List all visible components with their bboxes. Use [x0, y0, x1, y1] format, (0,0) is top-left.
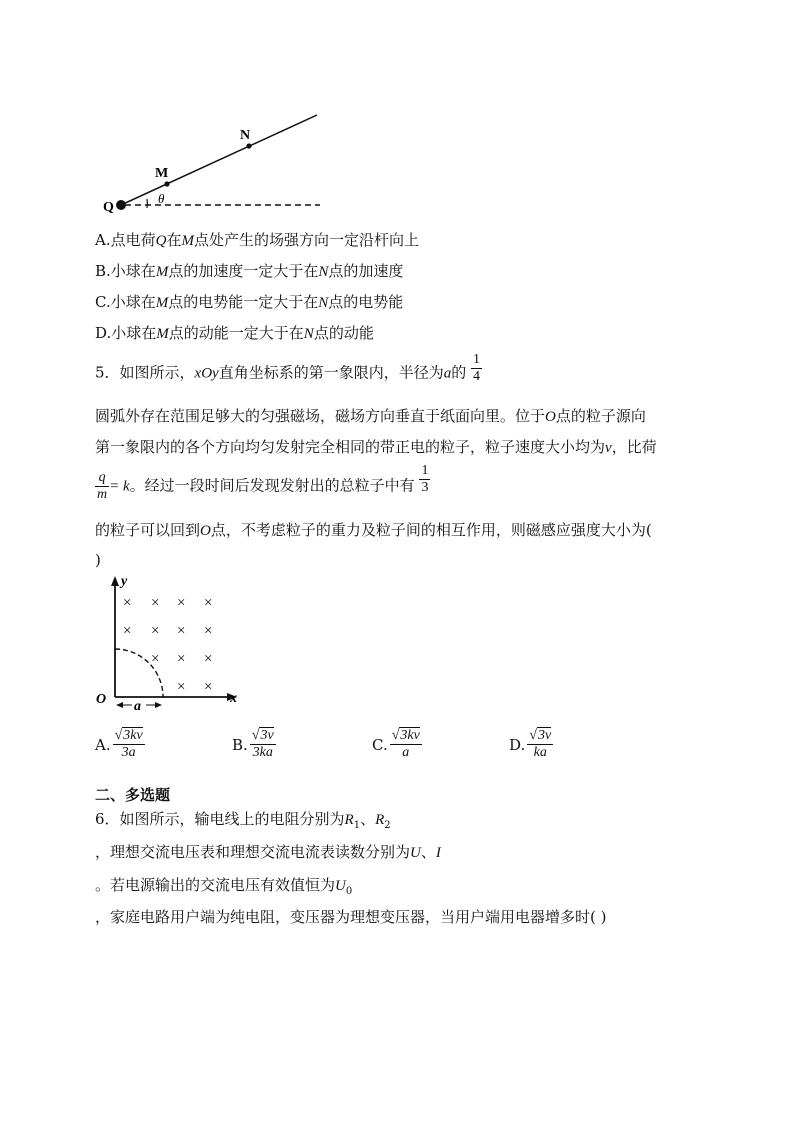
field-cross: × [123, 623, 132, 639]
q6-line-2: ，理想交流电压表和理想交流电流表读数分别为U、I [95, 843, 441, 861]
field-cross: × [204, 595, 213, 611]
point-charge-q [116, 200, 126, 210]
field-cross: × [151, 623, 160, 639]
q5-option-b: B. $\frac{√3v}{3ka}$ [232, 728, 274, 760]
q5-line-5: 的粒子可以回到O点，不考虑粒子的重力及粒子间的相互作用，则磁感应强度大小为( [95, 521, 652, 539]
radius-arrow-right [155, 702, 162, 708]
field-markers [123, 595, 212, 695]
field-cross: × [177, 679, 186, 695]
point-n [246, 143, 251, 148]
field-cross: × [204, 651, 213, 667]
q4-option-a: A.点电荷Q在M点处产生的场强方向一定沿杆向上 [95, 231, 419, 249]
charge-mass-ratio: $\frac{q}{m}$ [97, 470, 108, 502]
fraction-one-third: $\frac{1}{3}$ [421, 463, 429, 495]
label-x: x [230, 691, 237, 706]
q6-line-3: 。若电源输出的交流电压有效值恒为$U_0$ [95, 876, 353, 897]
q5-line-3: 第一象限内的各个方向均匀发射完全相同的带正电的粒子，粒子速度大小均为v，比荷 [95, 438, 657, 456]
label-origin: O [96, 692, 107, 707]
field-cross: × [177, 595, 186, 611]
section-heading: 二、多选题 [95, 786, 171, 804]
fraction-one-quarter: $\frac{1}{4}$ [473, 352, 481, 384]
q5-line-6: ) [95, 551, 101, 569]
radius-arrow-left [116, 702, 123, 708]
field-cross: × [177, 623, 186, 639]
q5-line-2: 圆弧外存在范围足够大的匀强磁场，磁场方向垂直于纸面向里。位于O点的粒子源向 [95, 407, 646, 425]
field-cross: × [204, 623, 213, 639]
point-m [164, 181, 169, 186]
label-q: Q [103, 200, 114, 215]
q4-option-c: C.小球在M点的电势能一定大于在N点的电势能 [95, 293, 404, 311]
q6-line-1: 6．如图所示，输电线上的电阻分别为$R_1$、$R_2$ [95, 810, 391, 831]
rod-charge-figure [95, 105, 335, 225]
q5-option-c: C. $\frac{√3kv}{a}$ [372, 728, 420, 760]
q5-line-1: 5．如图所示，xOy直角坐标系的第一象限内，半径为a的 $\frac{1}{4}$ [95, 352, 481, 384]
rod-line [121, 115, 317, 205]
magnetic-field-figure [92, 572, 252, 714]
q6-line-4: ，家庭电路用户端为纯电阻，变压器为理想变压器，当用户端用电器增多时( ) [95, 908, 607, 926]
label-m: M [155, 166, 169, 181]
q5-option-d: D. $\frac{√3v}{ka}$ [509, 728, 552, 760]
y-axis-arrow [111, 576, 119, 586]
label-a: a [134, 699, 141, 714]
q4-option-b: B.小球在M点的加速度一定大于在N点的加速度 [95, 262, 404, 280]
label-theta: θ [158, 191, 165, 206]
field-cross: × [204, 679, 213, 695]
field-cross: × [151, 595, 160, 611]
label-y: y [121, 574, 128, 589]
label-n: N [240, 128, 251, 143]
field-cross: × [151, 651, 160, 667]
field-cross: × [177, 651, 186, 667]
q5-option-a: A. $\frac{√3kv}{3a}$ [95, 728, 143, 760]
q4-option-d: D.小球在M点的动能一定大于在N点的动能 [95, 324, 374, 342]
field-cross: × [123, 595, 132, 611]
q5-line-4: $\frac{q}{m}$ = k。经过一段时间后发现发射出的总粒子中有 $\frac{1}{3}$ [97, 463, 429, 502]
